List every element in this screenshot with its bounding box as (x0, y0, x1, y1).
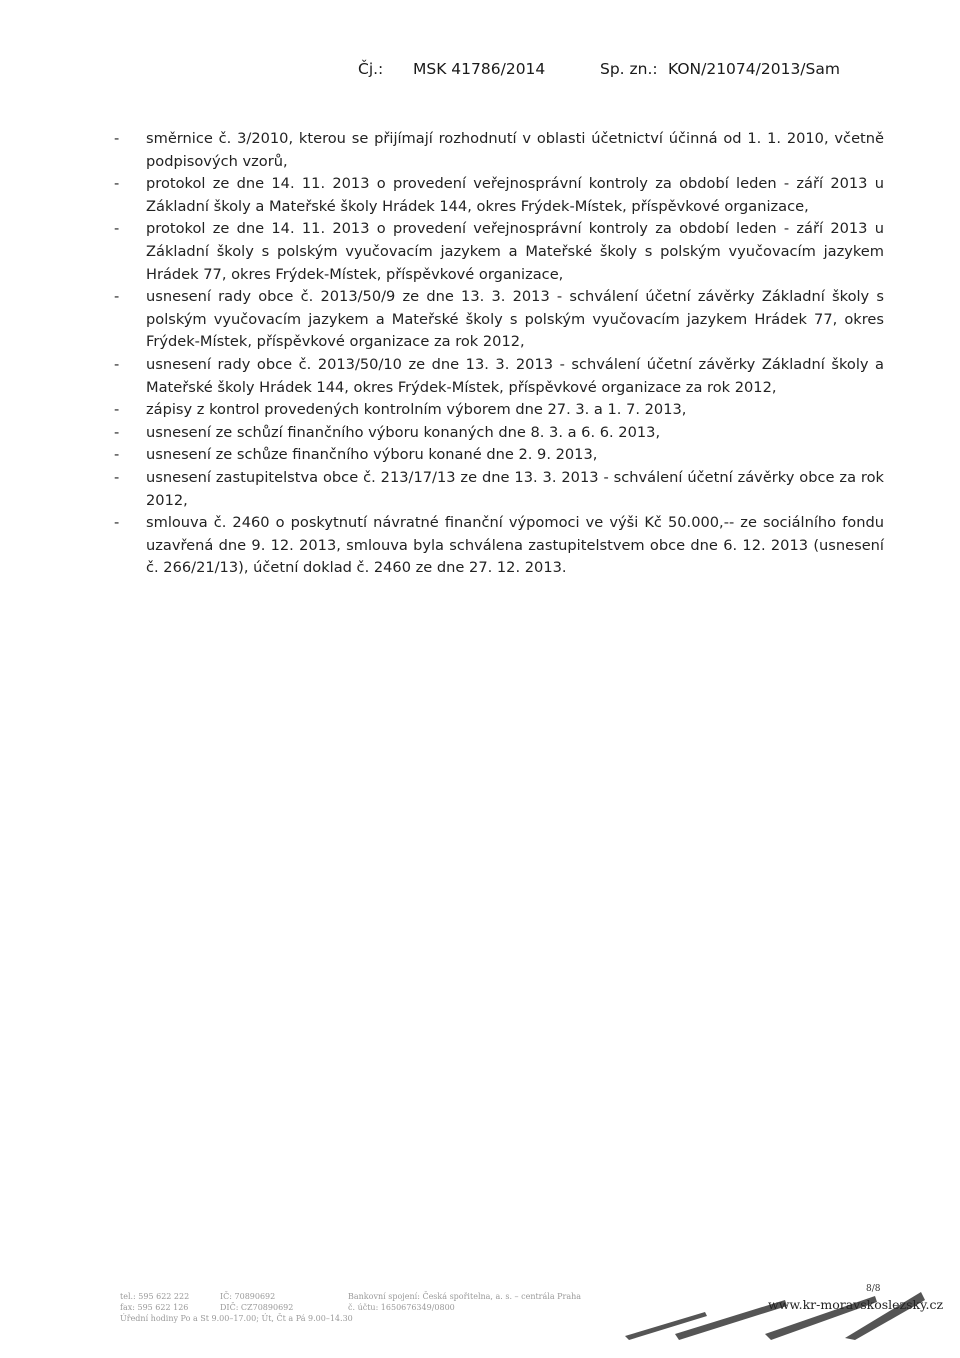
kon-number: KON/21074/2013/Sam (668, 60, 840, 78)
list-item (114, 399, 884, 422)
web-link[interactable]: www.kr-moravskoslezsky.cz (768, 1297, 944, 1312)
footer-bank: Bankovní spojení: Česká spořitelna, a. s. – centrála Praha (348, 1292, 582, 1301)
list-item-text: směrnice č. 3/2010, kterou se přijímají rozhodnutí v oblasti účetnictví účinná od 1. 1. 2010, včetně podpisových vzorů, (146, 130, 884, 170)
reference-header (358, 60, 918, 78)
list-item-text: zápisy z kontrol provedených kontrolním výborem dne 27. 3. a 1. 7. 2013, (146, 401, 687, 419)
list-item-text: usnesení zastupitelstva obce č. 213/17/13 ze dne 13. 3. 2013 - schválení účetní závěrky obce za rok 2012, (146, 468, 884, 509)
list-dash: - (114, 130, 120, 147)
list-item (114, 467, 884, 512)
list-item-text: usnesení rady obce č. 2013/50/9 ze dne 13. 3. 2013 - schválení účetní závěrky Základní školy s polským vyučovacím jazykem a Mateřské školy s polským vyučovacím jazykem Hrádek 77, okres Frýdek-Místek, příspěvkové organizace za rok 2012, (146, 288, 884, 351)
footer-hours: Úřední hodiny Po a St 9.00–17.00; Út, Čt a Pá 9.00–14.30 (120, 1314, 353, 1323)
list-item (114, 422, 884, 445)
document-list (114, 128, 884, 580)
footer-bank-block (348, 1291, 581, 1313)
list-item (114, 444, 884, 467)
footer-ic: IČ: 70890692 (220, 1292, 276, 1301)
list-item (114, 128, 884, 173)
list-dash: - (114, 355, 120, 373)
list-dash: - (114, 423, 120, 441)
list-dash: - (114, 468, 120, 486)
list-item-text: usnesení ze schůze finančního výboru konané dne 2. 9. 2013, (146, 446, 598, 464)
list-item-text: smlouva č. 2460 o poskytnutí návratné finanční výpomoci ve výši Kč 50.000,-- ze sociálního fondu uzavřená dne 9. 12. 2013, smlouva byla schválena zastupitelstvem obce dne 6. 12. 2013 (usnesení č. 266/21/13), účetní doklad č. 2460 ze dne 27. 12. 2013. (146, 514, 884, 577)
footer-account: č. účtu: 1650676349/0800 (348, 1303, 455, 1312)
list-item-text: usnesení ze schůzí finančního výboru konaných dne 8. 3. a 6. 6. 2013, (146, 423, 661, 441)
list-item-text: protokol ze dne 14. 11. 2013 o provedení veřejnosprávní kontroly za období leden - září 2013 u Základní školy a Mateřské školy Hrádek 144, okres Frýdek-Místek, příspěvkové organizace, (146, 175, 884, 215)
msk-number: MSK 41786/2014 (413, 60, 546, 78)
footer-tel: tel.: 595 622 222 (120, 1292, 190, 1301)
footer-dic: DIČ: CZ70890692 (220, 1303, 294, 1312)
cj-label: Čj.: (358, 60, 384, 78)
footer-fax: fax: 595 622 126 (120, 1303, 189, 1312)
spzn-label: Sp. zn.: (600, 60, 658, 78)
list-dash: - (114, 401, 120, 419)
list-dash: - (114, 288, 120, 306)
list-dash: - (114, 220, 120, 238)
footer-id-block (220, 1291, 293, 1313)
list-item-text: protokol ze dne 14. 11. 2013 o provedení veřejnosprávní kontroly za období leden - září 2013 u Základní školy s polským vyučovacím jazykem a Mateřské školy s polským vyučovacím jazykem Hrádek 77, okres Frýdek-Místek, příspěvkové organizace, (146, 220, 884, 283)
list-item (114, 354, 884, 399)
list-item (114, 512, 884, 580)
list-item (114, 173, 884, 218)
list-dash: - (114, 175, 120, 193)
list-dash: - (114, 446, 120, 464)
list-dash: - (114, 514, 120, 532)
page-number: 8/8 (866, 1284, 881, 1294)
list-item (114, 218, 884, 286)
list-item-text: usnesení rady obce č. 2013/50/10 ze dne 13. 3. 2013 - schválení účetní závěrky Základní školy a Mateřské školy Hrádek 144, okres Frýdek-Místek, příspěvkové organizace za rok 2012, (146, 355, 884, 396)
list-item (114, 286, 884, 354)
